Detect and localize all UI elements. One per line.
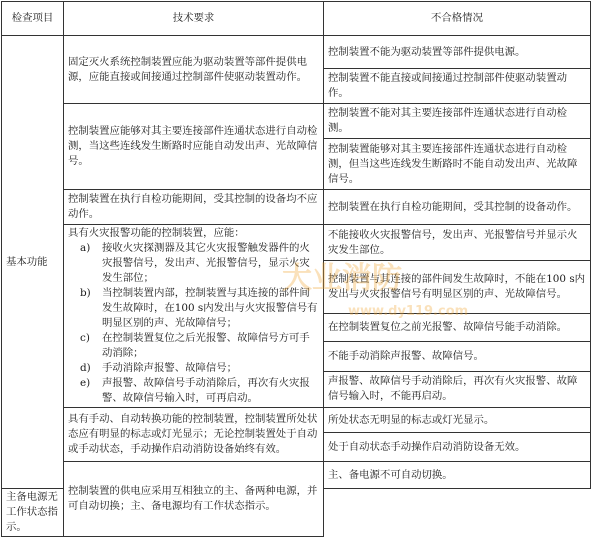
nonconformity-cell: 声报警、故障信号手动消除后，再次有火灾报警、故障信号输入时，不能再启动。	[324, 371, 591, 407]
table-row	[2, 408, 591, 433]
requirements-table	[1, 1, 591, 537]
item-text: 声报警、故障信号手动消除后，再次有火灾报警、故障信号输入时，可再启动。	[102, 377, 310, 404]
nonconformity-cell: 主备电源无工作状态指示。	[2, 489, 64, 537]
table-row	[2, 190, 591, 225]
header-requirement: 技术要求	[64, 2, 324, 36]
header-row	[2, 2, 591, 36]
requirement-cell: 具有手动、自动转换功能的控制装置，控制装置所处状态应有明显的标志或灯光显示；无论控制装置处于自动或手动状态，手动操作启动消防设备始终有效。	[64, 408, 324, 462]
nonconformity-cell: 控制装置不能直接或间接通过控制部件使驱动装置动作。	[324, 69, 591, 104]
requirement-cell	[64, 225, 324, 408]
nonconformity-cell: 控制装置不能对其主要连接部件连通状态进行自动检测。	[324, 104, 591, 139]
header-item: 检查项目	[2, 2, 64, 36]
item-marker: a)	[80, 242, 91, 254]
nonconformity-cell: 不能接收火灾报警信号，发出声、光报警信号并显示火灾发生部位。	[324, 225, 591, 261]
list-item	[68, 361, 319, 376]
watermark-url: www.dy119.com	[348, 304, 469, 319]
requirement-cell: 控制装置在执行自检功能期间，受其控制的设备均不应动作。	[64, 190, 324, 225]
requirement-cell: 固定灭火系统控制装置应能为驱动装置等部件提供电源，应能直接或间接通过控制部件使驱动装置动作。	[64, 36, 324, 104]
nonconformity-cell: 不能手动消除声报警、故障信号。	[324, 341, 591, 371]
nonconformity-cell: 控制装置在执行自检功能期间，受其控制的设备动作。	[324, 190, 591, 225]
requirement-sublist	[68, 241, 319, 406]
item-marker: d)	[80, 362, 91, 374]
nonconformity-cell: 控制装置与其连接的部件间发生故障时，不能在100 s内发出与火灾报警信号有明显区别的声、光故障信号。	[324, 261, 591, 314]
list-item	[68, 376, 319, 406]
requirement-cell: 控制装置应能够对其主要连接部件连通状态进行自动检测，当这些连线发生断路时应能自动发出声、光故障信号。	[64, 104, 324, 190]
item-text: 当控制装置内部，控制装置与其连接的部件间发生故障时，在100 s内发出与火灾报警信号有明显区别的声、光故障信号；	[102, 287, 318, 329]
item-marker: b)	[80, 287, 91, 299]
item-text: 接收火灾探测器及其它火灾报警触发器件的火灾报警信号，发出声、光报警信号，显示火灾发生部位；	[102, 242, 310, 284]
watermark-logo-text: 大业消防	[282, 261, 402, 296]
nonconformity-cell: 控制装置能够对其主要连接部件连通状态进行自动检测，但当这些连线发生断路时不能自动发出声、光故障信号。	[324, 139, 591, 190]
table-row	[2, 462, 591, 489]
item-marker: e)	[80, 377, 91, 389]
table-row	[2, 104, 591, 139]
requirement-cell: 控制装置的供电应采用互相独立的主、备两种电源，并可自动切换；主、备电源均有工作状态指示。	[64, 462, 324, 537]
nonconformity-cell: 控制装置不能为驱动装置等部件提供电源。	[324, 36, 591, 69]
list-item	[68, 331, 319, 361]
category-cell: 基本功能	[2, 36, 64, 489]
requirement-intro: 具有火灾报警功能的控制装置，应能：	[68, 227, 245, 239]
item-marker: c)	[80, 332, 90, 344]
nonconformity-cell: 处于自动状态手动操作启动消防设备无效。	[324, 433, 591, 462]
table-row	[2, 225, 591, 261]
item-text: 手动消除声报警、故障信号；	[102, 362, 238, 374]
list-item	[68, 241, 319, 286]
nonconformity-cell: 所处状态无明显的标志或灯光显示。	[324, 408, 591, 433]
nonconformity-cell: 主、备电源不可自动切换。	[324, 462, 591, 489]
nonconformity-cell: 在控制装置复位之前光报警、故障信号能手动消除。	[324, 313, 591, 341]
item-text: 在控制装置复位之后光报警、故障信号方可手动消除；	[102, 332, 310, 359]
header-nonconformity: 不合格情况	[324, 2, 591, 36]
table-row	[2, 36, 591, 69]
list-item	[68, 286, 319, 331]
